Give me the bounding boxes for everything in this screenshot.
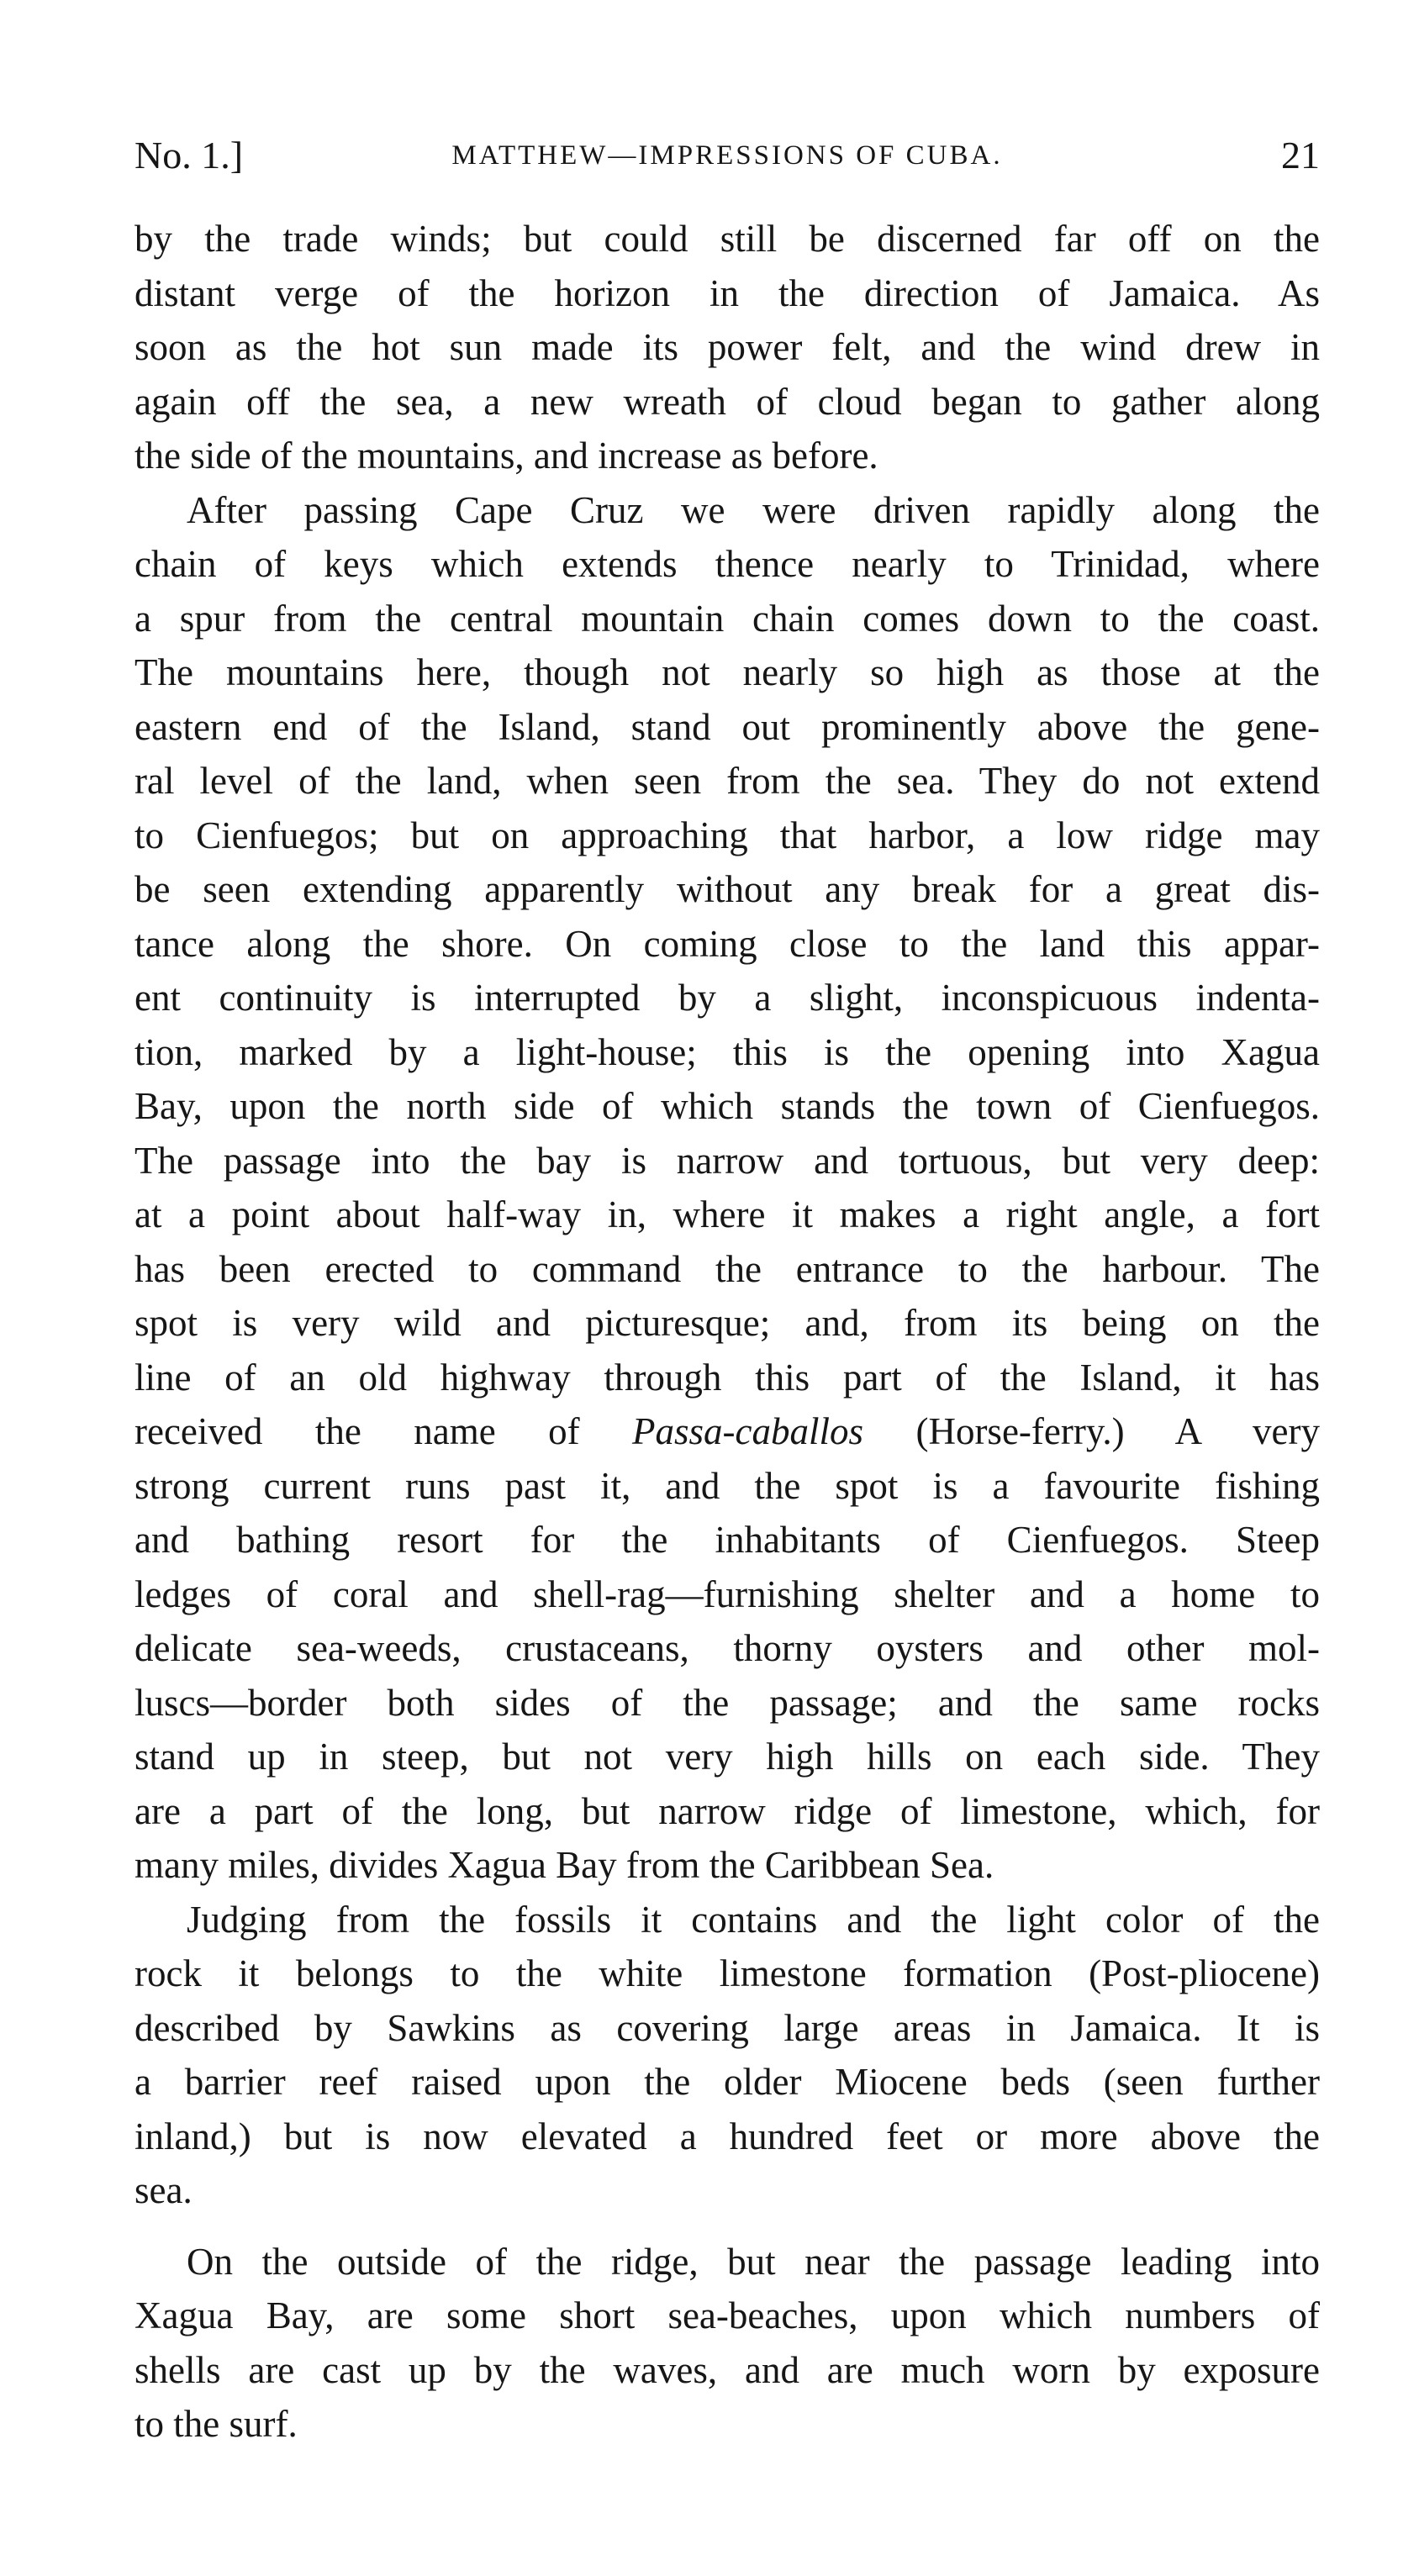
- text-line: tion, marked by a light-house; this is the opening into Xagua: [135, 1030, 1320, 1073]
- issue-number: No. 1.]: [135, 134, 244, 176]
- text-line: to Cienfuegos; but on approaching that harbor, a low ridge may: [135, 814, 1320, 856]
- text-line: has been erected to command the entrance to the harbour. The: [135, 1247, 1320, 1290]
- line-start: received the name of: [135, 1410, 633, 1452]
- text-line: shells are cast up by the waves, and are much worn by exposure: [135, 2348, 1320, 2391]
- text-line: spot is very wild and picturesque; and, from its being on the: [135, 1302, 1320, 1344]
- text-line: stand up in steep, but not very high hills on each side. They: [135, 1736, 1320, 1778]
- text-line: distant verge of the horizon in the direction of Jamaica. As: [135, 271, 1320, 314]
- running-head: [135, 126, 1320, 185]
- text-line: to the surf.: [135, 2403, 298, 2445]
- text-line: luscs—border both sides of the passage; and the same rocks: [135, 1681, 1320, 1724]
- text-line: soon as the hot sun made its power felt, and the wind drew in: [135, 326, 1320, 368]
- text-line: inland,) but is now elevated a hundred feet or more above the: [135, 2115, 1320, 2157]
- text-line: a barrier reef raised upon the older Miocene beds (seen further: [135, 2061, 1320, 2103]
- text-line-with-italic: [135, 1404, 1320, 1459]
- text-line: described by Sawkins as covering large areas in Jamaica. It is: [135, 2006, 1320, 2049]
- paragraph-gap: [135, 2218, 1320, 2235]
- line-end: (Horse-ferry.) A very: [863, 1410, 1321, 1452]
- text-line: After passing Cape Cruz we were driven rapidly along the: [187, 488, 1320, 531]
- paragraph-2: [135, 483, 1320, 1893]
- paragraph-4: [135, 2235, 1320, 2452]
- text-line: sea.: [135, 2169, 193, 2211]
- text-line: tance along the shore. On coming close to the land this appar-: [135, 922, 1320, 965]
- text-line: ent continuity is interrupted by a slight, inconspicuous indenta-: [135, 977, 1320, 1019]
- text-line: Judging from the fossils it contains and the light color of the: [187, 1898, 1320, 1941]
- text-line: Xagua Bay, are some short sea-beaches, upon which numbers of: [135, 2294, 1320, 2336]
- text-line: are a part of the long, but narrow ridge of limestone, which, for: [135, 1789, 1320, 1832]
- text-line: ral level of the land, when seen from the sea. They do not extend: [135, 760, 1320, 802]
- running-title: MATTHEW—IMPRESSIONS OF CUBA.: [451, 140, 1003, 171]
- page-number: 21: [1281, 134, 1320, 176]
- text-line: chain of keys which extends thence nearly to Trinidad, where: [135, 543, 1320, 585]
- text-line: and bathing resort for the inhabitants of Cienfuegos. Steep: [135, 1519, 1320, 1561]
- italic-place-name: Passa-caballos: [632, 1410, 864, 1452]
- text-line: ledges of coral and shell-rag—furnishing shelter and a home to: [135, 1572, 1320, 1615]
- text-line: rock it belongs to the white limestone formation (Post-pliocene): [135, 1952, 1320, 1994]
- text-line: be seen extending apparently without any break for a great dis-: [135, 868, 1320, 910]
- text-line: at a point about half-way in, where it makes a right angle, a fort: [135, 1193, 1320, 1235]
- text-line: The mountains here, though not nearly so high as those at the: [135, 651, 1320, 693]
- text-line: by the trade winds; but could still be discerned far off on the: [135, 218, 1320, 260]
- text-line: a spur from the central mountain chain comes down to the coast.: [135, 597, 1320, 640]
- text-line: The passage into the bay is narrow and tortuous, but very deep:: [135, 1139, 1320, 1182]
- paragraph-3: [135, 1893, 1320, 2218]
- text-line: again off the sea, a new wreath of cloud began to gather along: [135, 380, 1320, 423]
- text-line: line of an old highway through this part of the Island, it has: [135, 1356, 1320, 1399]
- text-line: On the outside of the ridge, but near the passage leading into: [187, 2240, 1320, 2283]
- body-text: [135, 212, 1320, 2452]
- text-line: Bay, upon the north side of which stands the town of Cienfuegos.: [135, 1085, 1320, 1127]
- text-line: many miles, divides Xagua Bay from the Caribbean Sea.: [135, 1844, 994, 1886]
- text-line: strong current runs past it, and the spot is a favourite fishing: [135, 1464, 1320, 1507]
- text-line: the side of the mountains, and increase as before.: [135, 435, 878, 477]
- paragraph-1: [135, 212, 1320, 483]
- text-line: delicate sea-weeds, crustaceans, thorny oysters and other mol-: [135, 1627, 1320, 1669]
- text-line: eastern end of the Island, stand out prominently above the gene-: [135, 705, 1320, 748]
